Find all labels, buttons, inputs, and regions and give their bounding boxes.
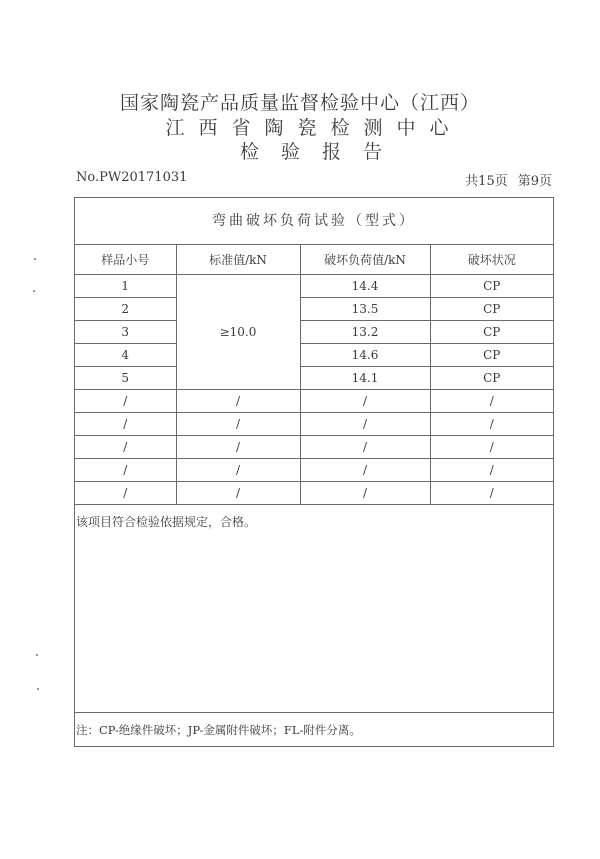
report-number: No.PW20171031 — [76, 170, 188, 185]
col-header-sample-no: 样品小号 — [75, 245, 176, 275]
empty-cell: / — [75, 390, 176, 413]
empty-cell: / — [300, 413, 430, 436]
empty-cell: / — [75, 482, 176, 505]
footnote: 注：CP-绝缘件破坏；JP-金属附件破坏；FL-附件分离。 — [75, 712, 553, 746]
empty-cell: / — [430, 482, 553, 505]
table-row-empty — [75, 436, 553, 459]
table-row — [75, 275, 553, 298]
empty-cell: / — [176, 459, 300, 482]
table-header-row — [75, 245, 553, 275]
empty-cell: / — [300, 436, 430, 459]
empty-cell: / — [176, 436, 300, 459]
current-page: 第9页 — [517, 174, 552, 189]
failure-status: CP — [430, 321, 553, 344]
table-row-empty — [75, 482, 553, 505]
page-info — [465, 170, 552, 189]
sample-no: 3 — [75, 321, 176, 344]
table-row — [75, 367, 553, 390]
empty-cell: / — [430, 436, 553, 459]
sample-no: 4 — [75, 344, 176, 367]
sample-no: 2 — [75, 298, 176, 321]
report-header-center: 江西省陶瓷检测中心 — [165, 117, 463, 139]
failure-status: CP — [430, 344, 553, 367]
col-header-status: 破坏状况 — [430, 245, 553, 275]
load-value: 14.1 — [300, 367, 430, 390]
col-header-standard: 标准值/kN — [176, 245, 300, 275]
failure-status: CP — [430, 298, 553, 321]
table-row-empty — [75, 390, 553, 413]
scan-speck — [33, 290, 35, 292]
scan-speck — [36, 654, 38, 656]
table-row — [75, 298, 553, 321]
report-frame — [74, 197, 554, 747]
report-header-title: 检验报告 — [239, 141, 404, 163]
empty-cell: / — [176, 390, 300, 413]
empty-cell: / — [300, 390, 430, 413]
col-header-load: 破坏负荷值/kN — [300, 245, 430, 275]
load-value: 14.4 — [300, 275, 430, 298]
empty-cell: / — [75, 436, 176, 459]
empty-cell: / — [430, 390, 553, 413]
table-row-empty — [75, 413, 553, 436]
total-pages: 共15页 — [465, 174, 508, 189]
failure-status: CP — [430, 275, 553, 298]
empty-cell: / — [300, 459, 430, 482]
empty-cell: / — [300, 482, 430, 505]
load-value: 14.6 — [300, 344, 430, 367]
failure-status: CP — [430, 367, 553, 390]
table-row — [75, 344, 553, 367]
report-header-institution: 国家陶瓷产品质量监督检验中心（江西） — [119, 92, 480, 114]
empty-cell: / — [430, 413, 553, 436]
scan-speck — [34, 258, 36, 260]
empty-cell: / — [176, 413, 300, 436]
load-value: 13.5 — [300, 298, 430, 321]
empty-cell: / — [75, 459, 176, 482]
sample-no: 5 — [75, 367, 176, 390]
scan-speck — [37, 688, 39, 690]
empty-cell: / — [430, 459, 553, 482]
empty-cell: / — [176, 482, 300, 505]
table-row — [75, 321, 553, 344]
standard-value: ≥10.0 — [176, 275, 300, 390]
conclusion-text: 该项目符合检验依据规定，合格。 — [76, 515, 257, 529]
empty-cell: / — [75, 413, 176, 436]
test-title: 弯曲破坏负荷试验（型式） — [75, 198, 553, 245]
load-value: 13.2 — [300, 321, 430, 344]
table-row-empty — [75, 459, 553, 482]
results-table — [75, 244, 553, 505]
sample-no: 1 — [75, 275, 176, 298]
